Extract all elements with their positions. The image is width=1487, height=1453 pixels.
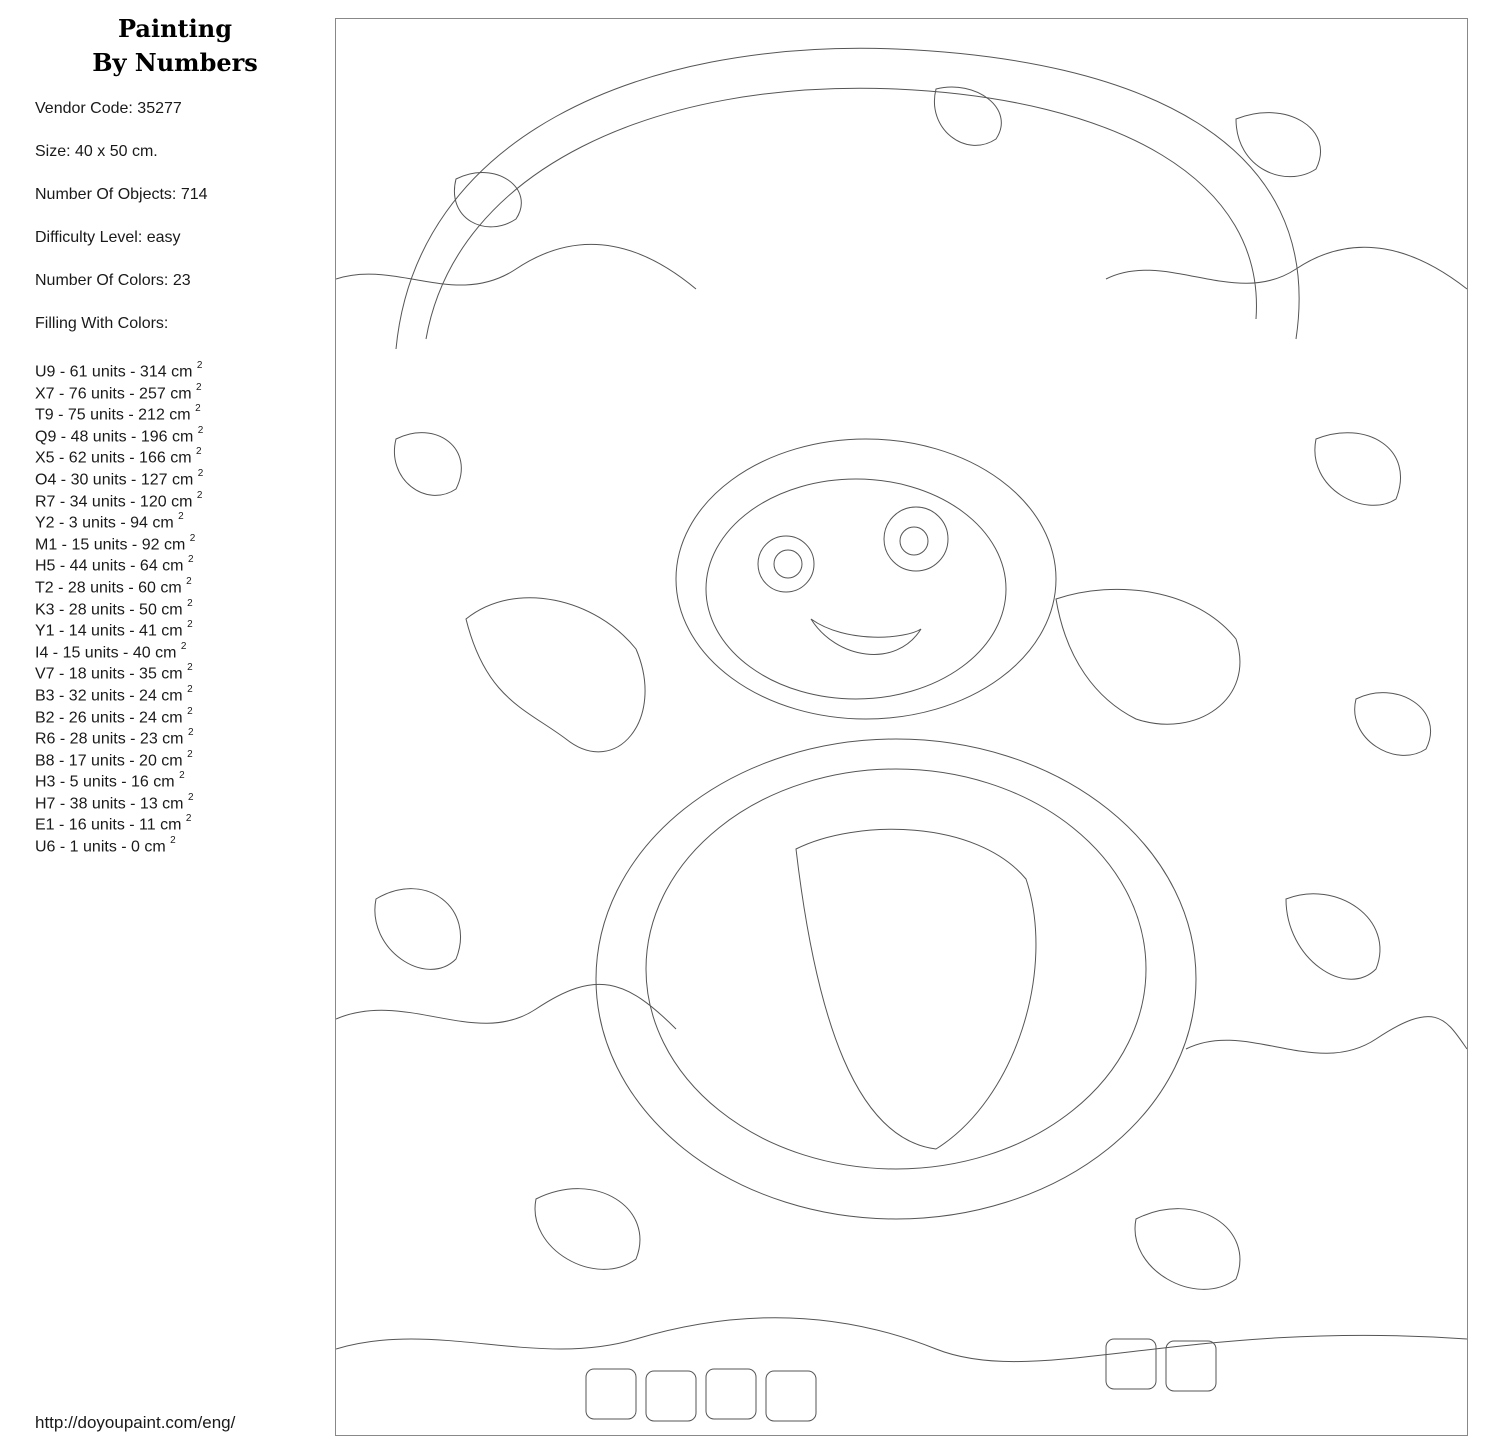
blob-4: [375, 889, 461, 970]
legend-item-text: U9 - 61 units - 314 cm: [35, 363, 193, 381]
dog-body-outline: [596, 739, 1196, 1219]
number-of-colors: Number Of Colors: 23: [35, 272, 191, 289]
blob-3: [1315, 433, 1401, 506]
legend-item: [35, 422, 203, 444]
right-eye: [884, 507, 948, 571]
blob-7: [1135, 1209, 1240, 1290]
legend-item: [35, 508, 203, 530]
unit-superscript: 2: [179, 770, 185, 782]
bottom-block-6: [1166, 1341, 1216, 1391]
coloring-canvas: [335, 18, 1468, 1436]
legend-item: [35, 530, 203, 552]
legend-item: [35, 703, 203, 725]
bottom-block-3: [706, 1369, 756, 1419]
unit-superscript: 2: [187, 619, 193, 631]
legend-item-text: K3 - 28 units - 50 cm: [35, 600, 183, 618]
legend-item-text: M1 - 15 units - 92 cm: [35, 536, 186, 554]
legend-item: [35, 746, 203, 768]
wave-line-5: [336, 1318, 1467, 1362]
unit-superscript: 2: [187, 662, 193, 674]
blob-1: [454, 173, 521, 227]
legend-item: [35, 573, 203, 595]
legend-item: [35, 379, 203, 401]
unit-superscript: 2: [180, 640, 187, 652]
legend-item: [35, 832, 203, 854]
title-line-2: By Numbers: [92, 48, 258, 77]
unit-superscript: 2: [196, 360, 203, 371]
blob-2: [1236, 113, 1321, 177]
left-eye-inner: [774, 550, 802, 578]
difficulty-level: Difficulty Level: easy: [35, 229, 181, 246]
legend-item-text: H3 - 5 units - 16 cm: [35, 773, 175, 791]
legend-item-text: B8 - 17 units - 20 cm: [35, 752, 183, 770]
chest-shape: [796, 829, 1036, 1149]
unit-superscript: 2: [195, 446, 202, 458]
legend-item: [35, 443, 203, 465]
top-arc-inner: [426, 88, 1256, 339]
page-title: [60, 12, 290, 80]
vendor-code: Vendor Code: 35277: [35, 100, 182, 117]
unit-superscript: 2: [186, 575, 192, 587]
legend-item-text: X5 - 62 units - 166 cm: [35, 449, 192, 467]
unit-superscript: 2: [197, 424, 204, 436]
blob-5: [1286, 894, 1380, 979]
unit-superscript: 2: [187, 727, 194, 739]
dog-head-outline: [676, 439, 1056, 719]
blob-6: [535, 1189, 640, 1270]
legend-item: [35, 616, 203, 638]
legend-item: [35, 789, 203, 811]
legend-item-text: H5 - 44 units - 64 cm: [35, 557, 184, 575]
legend-item-text: T9 - 75 units - 212 cm: [35, 406, 191, 424]
wave-line-3: [336, 984, 676, 1029]
legend-item-text: B3 - 32 units - 24 cm: [35, 687, 183, 705]
filling-heading: Filling With Colors:: [35, 315, 169, 332]
number-of-objects: Number Of Objects: 714: [35, 186, 208, 203]
unit-superscript: 2: [187, 791, 194, 803]
unit-superscript: 2: [195, 403, 201, 415]
legend-item-text: V7 - 18 units - 35 cm: [35, 665, 183, 683]
legend-item: [35, 465, 203, 487]
legend-item: [35, 638, 203, 660]
bottom-block-2: [646, 1371, 696, 1421]
unit-superscript: 2: [187, 748, 193, 760]
legend-item: [35, 810, 203, 832]
legend-item: [35, 487, 203, 509]
snout: [811, 619, 921, 654]
color-legend: [35, 357, 203, 854]
legend-item: [35, 724, 203, 746]
unit-superscript: 2: [195, 381, 202, 393]
blob-9: [394, 433, 461, 496]
unit-superscript: 2: [189, 532, 196, 544]
wave-line-4: [1186, 1017, 1467, 1054]
legend-item-text: B2 - 26 units - 24 cm: [35, 708, 183, 726]
outline-drawing: [336, 19, 1467, 1435]
left-foliage: [466, 598, 645, 752]
legend-item: [35, 595, 203, 617]
legend-item-text: X7 - 76 units - 257 cm: [35, 384, 192, 402]
bottom-block-1: [586, 1369, 636, 1419]
legend-item-text: I4 - 15 units - 40 cm: [35, 644, 177, 662]
website-link[interactable]: http://doyoupaint.com/eng/: [35, 1413, 236, 1432]
title-line-1: Painting: [118, 14, 232, 43]
unit-superscript: 2: [187, 597, 193, 609]
legend-item-text: Y2 - 3 units - 94 cm: [35, 514, 174, 532]
wave-line-1: [336, 244, 696, 289]
unit-superscript: 2: [197, 467, 204, 479]
legend-item-text: Q9 - 48 units - 196 cm: [35, 428, 194, 446]
right-foliage: [1056, 589, 1240, 724]
blob-8: [934, 87, 1001, 145]
legend-item: [35, 659, 203, 681]
legend-item: [35, 357, 203, 379]
unit-superscript: 2: [196, 489, 203, 501]
legend-item: [35, 767, 203, 789]
sidebar: [0, 0, 320, 1453]
unit-superscript: 2: [178, 511, 184, 523]
left-eye: [758, 536, 814, 592]
legend-item-text: R7 - 34 units - 120 cm: [35, 492, 193, 510]
legend-item-text: T2 - 28 units - 60 cm: [35, 579, 182, 597]
unit-superscript: 2: [187, 705, 193, 717]
unit-superscript: 2: [187, 554, 194, 566]
legend-item-text: Y1 - 14 units - 41 cm: [35, 622, 183, 640]
legend-item: [35, 551, 203, 573]
unit-superscript: 2: [187, 683, 193, 695]
dog-head-inner: [706, 479, 1006, 699]
right-eye-inner: [900, 527, 928, 555]
legend-item: [35, 400, 203, 422]
blob-10: [1355, 693, 1431, 756]
info-block: [35, 98, 208, 356]
legend-item: [35, 681, 203, 703]
unit-superscript: 2: [170, 835, 176, 847]
legend-item-text: O4 - 30 units - 127 cm: [35, 471, 194, 489]
wave-line-2: [1106, 247, 1467, 289]
bottom-block-5: [1106, 1339, 1156, 1389]
legend-item-text: E1 - 16 units - 11 cm: [35, 816, 182, 834]
legend-item-text: H7 - 38 units - 13 cm: [35, 795, 184, 813]
legend-item-text: U6 - 1 units - 0 cm: [35, 838, 166, 856]
unit-superscript: 2: [185, 813, 192, 825]
size: Size: 40 x 50 cm.: [35, 143, 158, 160]
top-arc-shape: [396, 48, 1299, 349]
legend-item-text: R6 - 28 units - 23 cm: [35, 730, 184, 748]
bottom-block-4: [766, 1371, 816, 1421]
